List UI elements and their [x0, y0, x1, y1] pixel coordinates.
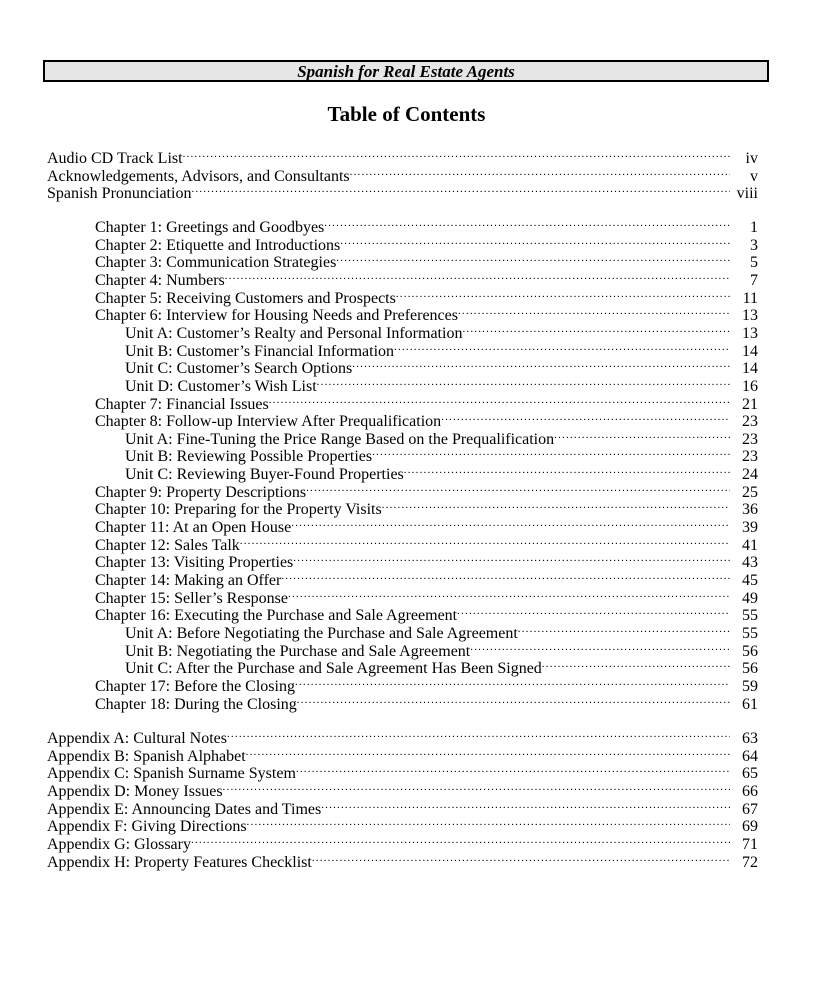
toc-entry-page: 43 [730, 554, 758, 572]
toc-entry-title: Chapter 4: Numbers [95, 271, 225, 289]
dot-leader [518, 620, 730, 638]
dot-leader [404, 461, 730, 479]
toc-entry [95, 602, 758, 625]
dot-leader [183, 145, 730, 163]
toc-entry [125, 320, 758, 342]
toc-entry-title: Unit A: Fine-Tuning the Price Range Based on the Prequalification [125, 430, 555, 448]
book-title: Spanish for Real Estate Agents [297, 62, 515, 81]
dot-leader [458, 302, 730, 320]
toc-entry-title: Audio CD Track List [47, 150, 183, 167]
toc-entry-title: Chapter 13: Visiting Properties [95, 554, 294, 572]
toc-entry-title: Appendix A: Cultural Notes [47, 730, 227, 747]
toc-entry [95, 479, 758, 501]
toc-entry-page: 59 [730, 678, 758, 696]
dot-leader [542, 655, 730, 673]
toc-entry-title: Unit A: Before Negotiating the Purchase and Sale Agreement [125, 625, 518, 642]
dot-leader [296, 760, 730, 778]
toc-entry [125, 426, 758, 448]
toc-entry [95, 391, 758, 413]
dot-leader [352, 355, 730, 373]
toc-entry-title: Unit C: After the Purchase and Sale Agreement Has Been Signed [125, 660, 542, 678]
dot-leader [340, 232, 730, 250]
toc-entry-title: Chapter 17: Before the Closing [95, 677, 295, 695]
toc-entry-title: Chapter 2: Etiquette and Introductions [95, 236, 341, 254]
toc-entry-title: Unit D: Customer’s Wish List [125, 377, 317, 395]
dot-leader [372, 443, 730, 461]
toc-entry [95, 302, 758, 325]
toc-entry [95, 285, 758, 307]
toc-entry-page: 3 [730, 237, 758, 255]
toc-entry [95, 496, 758, 519]
toc-entry [47, 796, 758, 818]
toc-entry-title: Unit B: Negotiating the Purchase and Sale Agreement [125, 642, 471, 660]
toc-entry [125, 638, 758, 660]
book-title-banner [43, 60, 769, 82]
toc-entry [95, 549, 758, 572]
toc-entry-page: 66 [730, 783, 758, 801]
toc-entry-title: Appendix F: Giving Directions [47, 818, 247, 836]
dot-leader [247, 813, 730, 831]
dot-leader [191, 831, 730, 849]
toc-entry [47, 145, 758, 167]
toc-entry-page: iv [730, 150, 758, 168]
dot-leader [324, 214, 730, 232]
dot-leader [441, 408, 730, 426]
toc-entry [125, 655, 758, 678]
dot-leader [457, 602, 730, 620]
dot-leader [297, 691, 730, 709]
toc-entry-title: Appendix D: Money Issues [47, 783, 223, 800]
toc-entry-title: Appendix H: Property Features Checklist [47, 853, 312, 871]
toc-entry-title: Chapter 16: Executing the Purchase and Sale Agreement [95, 607, 458, 625]
toc-entry-title: Chapter 7: Financial Issues [95, 395, 269, 413]
toc-entry-page: 45 [730, 572, 758, 590]
toc-entry-page: 14 [730, 343, 758, 361]
toc-entry-page: 16 [730, 378, 758, 396]
toc-entry-title: Acknowledgements, Advisors, and Consultants [47, 167, 350, 185]
toc-entry [125, 338, 758, 360]
toc-entry-title: Chapter 1: Greetings and Goodbyes [95, 219, 325, 236]
toc-entry-page: 56 [730, 660, 758, 678]
toc-entry-page: 21 [730, 396, 758, 414]
toc-entry [95, 214, 758, 236]
dot-leader [227, 725, 730, 743]
toc-entry [47, 743, 758, 765]
toc-entry-page: 72 [730, 854, 758, 872]
dot-leader [350, 163, 730, 181]
toc-entry-page: 41 [730, 537, 758, 555]
toc-entry-title: Unit A: Customer’s Realty and Personal Information [125, 324, 463, 342]
toc-entry [95, 408, 758, 431]
toc-entry-page: v [730, 168, 758, 186]
toc-entry-page: 55 [730, 625, 758, 643]
toc-entry-page: 65 [730, 765, 758, 783]
toc-entry-title: Chapter 15: Seller’s Response [95, 589, 289, 607]
toc-entry-title: Chapter 8: Follow-up Interview After Prequalification [95, 413, 442, 431]
toc-entry [95, 585, 758, 607]
dot-leader [240, 532, 730, 550]
dot-leader [288, 585, 730, 603]
toc-entry [47, 813, 758, 836]
dot-leader [306, 479, 730, 497]
toc-entry [95, 232, 758, 254]
toc-entry-page: 49 [730, 590, 758, 608]
toc-entry-title: Appendix C: Spanish Surname System [47, 765, 296, 783]
toc-entry-title: Unit C: Customer’s Search Options [125, 360, 353, 378]
toc-entry [47, 760, 758, 783]
toc-entry-page: 14 [730, 360, 758, 378]
toc-entry-page: 56 [730, 643, 758, 661]
toc-entry [47, 778, 758, 800]
toc-entry-page: 7 [730, 272, 758, 290]
toc-entry-page: 13 [730, 325, 758, 343]
toc-entry-title: Chapter 9: Property Descriptions [95, 483, 307, 501]
toc-entry [125, 355, 758, 378]
toc-entry [95, 673, 758, 695]
toc-entry-title: Unit C: Reviewing Buyer-Found Properties [125, 466, 404, 484]
toc-entry [125, 373, 758, 395]
toc-entry-page: 23 [730, 448, 758, 466]
toc-entry [47, 725, 758, 747]
toc-entry-page: viii [730, 185, 758, 203]
toc-entry-page: 39 [730, 519, 758, 537]
toc-entry [95, 267, 758, 289]
toc-entry-page: 11 [730, 290, 758, 308]
toc-entry-page: 64 [730, 748, 758, 766]
toc-entry-title: Appendix G: Glossary [47, 835, 191, 853]
toc-entry [125, 620, 758, 642]
dot-leader [291, 514, 730, 532]
toc-entry-page: 13 [730, 307, 758, 325]
toc-entry-title: Appendix E: Announcing Dates and Times [47, 800, 322, 818]
dot-leader [191, 180, 730, 198]
dot-leader [382, 496, 730, 514]
toc-entry-title: Appendix B: Spanish Alphabet [47, 747, 246, 765]
dot-leader [223, 778, 730, 796]
toc-entry-title: Chapter 12: Sales Talk [95, 536, 240, 554]
toc-entry [125, 461, 758, 484]
toc-entry [95, 567, 758, 589]
toc-entry-page: 23 [730, 413, 758, 431]
toc-entry-title: Chapter 3: Communication Strategies [95, 254, 337, 272]
dot-leader [225, 267, 730, 285]
dot-leader [396, 285, 730, 303]
toc-entry-page: 55 [730, 607, 758, 625]
dot-leader [394, 338, 730, 356]
dot-leader [269, 391, 730, 409]
toc-entry-title: Chapter 5: Receiving Customers and Prospects [95, 289, 396, 307]
toc-entry-title: Chapter 14: Making an Offer [95, 572, 282, 589]
toc-entry-page: 61 [730, 696, 758, 714]
toc-entry-page: 1 [730, 219, 758, 237]
toc-entry [125, 443, 758, 466]
toc-entry [95, 532, 758, 554]
dot-leader [554, 426, 730, 444]
dot-leader [321, 796, 730, 814]
toc-entry-page: 36 [730, 501, 758, 519]
toc-entry-page: 5 [730, 254, 758, 272]
toc-entry-page: 24 [730, 466, 758, 484]
dot-leader [281, 567, 730, 585]
toc-entry-page: 71 [730, 836, 758, 854]
toc-entry-title: Unit B: Customer’s Financial Information [125, 342, 395, 360]
toc-entry [47, 849, 758, 871]
toc-entry-page: 67 [730, 801, 758, 819]
toc-entry [47, 180, 758, 203]
toc-entry-page: 69 [730, 818, 758, 836]
toc-entry-page: 23 [730, 431, 758, 449]
toc-entry [47, 831, 758, 853]
toc-entry-title: Chapter 18: During the Closing [95, 695, 297, 713]
dot-leader [312, 849, 730, 867]
toc-entry [95, 249, 758, 272]
dot-leader [336, 249, 730, 267]
toc-entry-title: Chapter 6: Interview for Housing Needs and Preferences [95, 307, 458, 325]
dot-leader [317, 373, 730, 391]
toc-entry-title: Chapter 10: Preparing for the Property Visits [95, 501, 382, 519]
toc-entry-page: 63 [730, 730, 758, 748]
toc-entry-title: Chapter 11: At an Open House [95, 519, 292, 536]
dot-leader [470, 638, 730, 656]
dot-leader [462, 320, 730, 338]
toc-entry-page: 25 [730, 484, 758, 502]
toc-entry [95, 514, 758, 536]
toc-entry-title: Unit B: Reviewing Possible Properties [125, 448, 373, 466]
dot-leader [246, 743, 730, 761]
dot-leader [293, 549, 730, 567]
toc-entry-title: Spanish Pronunciation [47, 185, 192, 203]
toc-entry [47, 163, 758, 185]
toc-entry [95, 691, 758, 713]
dot-leader [295, 673, 730, 691]
page-title: Table of Contents [327, 102, 486, 126]
